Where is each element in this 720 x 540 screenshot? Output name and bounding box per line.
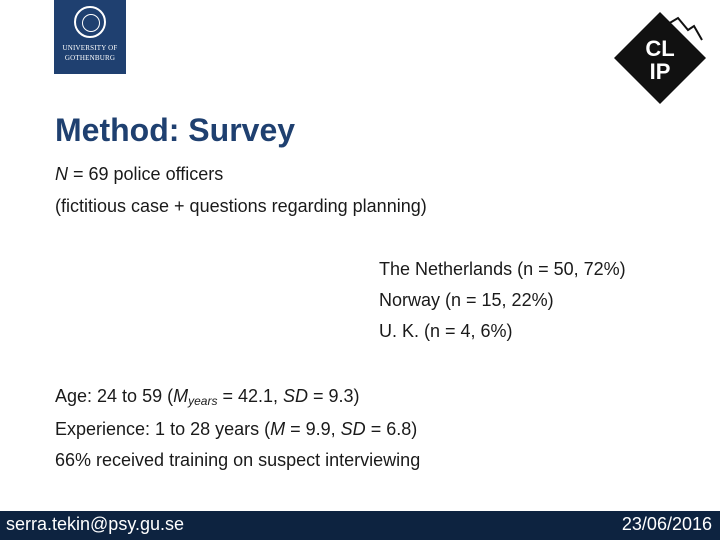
age-sd-value: = 9.3) xyxy=(308,386,360,406)
age-line xyxy=(55,386,360,408)
slide-title: Method: Survey xyxy=(55,112,296,148)
footer-bar xyxy=(0,511,720,540)
sample-size-line xyxy=(55,164,223,185)
country-netherlands: The Netherlands (n = 50, 72%) xyxy=(379,259,626,279)
experience-line xyxy=(55,419,417,440)
clip-logo-line1: CL xyxy=(645,36,675,61)
experience-mean-value: = 9.9, xyxy=(285,419,341,439)
clip-logo xyxy=(612,10,708,106)
sample-n-text: = 69 police officers xyxy=(68,164,224,184)
university-of-gothenburg-logo xyxy=(54,0,126,74)
country-norway: Norway (n = 15, 22%) xyxy=(379,290,554,310)
clip-logo-line2: IP xyxy=(649,59,671,84)
training-line: 66% received training on suspect interviewing xyxy=(55,450,421,470)
presentation-date: 23/06/2016 xyxy=(621,514,712,534)
age-mean-value: = 42.1, xyxy=(217,386,283,406)
presenter-email: serra.tekin@psy.gu.se xyxy=(6,514,185,534)
age-m-symbol: M xyxy=(173,386,189,406)
university-logo-line2: GOTHENBURG xyxy=(64,54,116,62)
university-logo-line1: UNIVERSITY OF xyxy=(62,44,118,52)
university-seal-icon xyxy=(74,6,106,38)
experience-sd-value: = 6.8) xyxy=(365,419,418,439)
experience-sd-symbol: SD xyxy=(340,419,366,439)
experience-m-symbol: M xyxy=(270,419,286,439)
sample-n-label: N xyxy=(55,164,68,184)
country-uk: U. K. (n = 4, 6%) xyxy=(379,321,513,341)
design-line: (fictitious case + questions regarding planning) xyxy=(55,196,427,216)
age-m-subscript: years xyxy=(188,394,218,408)
age-prefix: Age: 24 to 59 ( xyxy=(55,386,174,406)
experience-prefix: Experience: 1 to 28 years ( xyxy=(55,419,271,439)
age-sd-symbol: SD xyxy=(283,386,309,406)
